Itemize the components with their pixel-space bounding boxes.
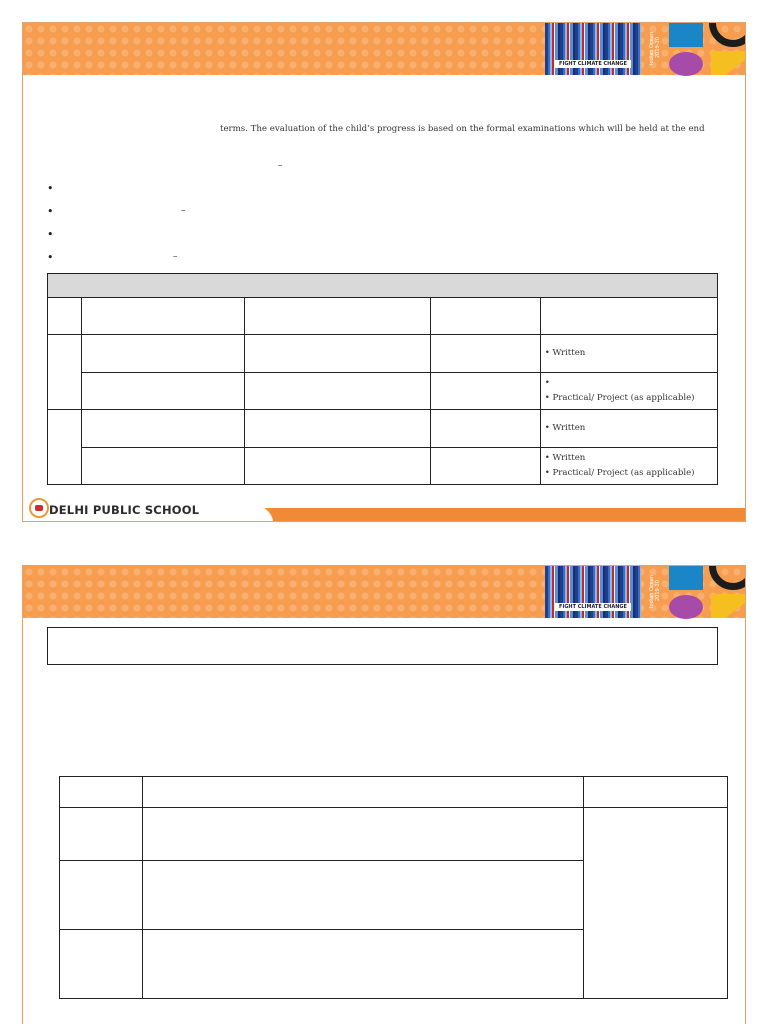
table-cell xyxy=(82,335,245,373)
banner-side-text: Indian Ocean 2019-20 xyxy=(649,574,661,608)
section-header-box xyxy=(47,627,718,665)
banner-label: FIGHT CLIMATE CHANGE xyxy=(555,603,631,611)
table-cell xyxy=(430,298,540,335)
note-line-2: • Practical/ Project (as applicable) xyxy=(544,393,695,403)
table-cell xyxy=(60,930,143,999)
banner-side-text: Indian Ocean 2019-20 xyxy=(649,31,661,65)
note-line-1: • Written xyxy=(544,453,586,463)
decor-purple-oval xyxy=(669,52,703,76)
table-row xyxy=(48,448,718,485)
details-table xyxy=(59,776,728,999)
table-row xyxy=(48,410,718,448)
decor-blue-square xyxy=(669,23,703,47)
table-cell xyxy=(245,448,430,485)
table-cell xyxy=(430,410,540,448)
table-row xyxy=(48,373,718,410)
bullet-3: • xyxy=(47,228,54,241)
table-cell xyxy=(48,335,82,410)
table-cell-note: • Written xyxy=(540,410,717,448)
table-cell xyxy=(82,298,245,335)
table-cell xyxy=(245,335,430,373)
table-cell xyxy=(60,777,143,808)
note-line-2: • Practical/ Project (as applicable) xyxy=(544,468,695,478)
table-cell xyxy=(245,373,430,410)
table-cell xyxy=(82,410,245,448)
table-cell xyxy=(48,298,82,335)
school-logo-icon xyxy=(29,498,49,518)
intro-text: terms. The evaluation of the child’s progress is based on the formal examinations which will be held at the end xyxy=(220,124,705,134)
bullet-1: • xyxy=(47,182,54,195)
table-cell xyxy=(584,808,728,999)
slide-2 xyxy=(22,565,746,1024)
table-cell xyxy=(584,777,728,808)
table-cell xyxy=(142,777,583,808)
banner-label: FIGHT CLIMATE CHANGE xyxy=(555,60,631,68)
table-cell xyxy=(142,930,583,999)
table-cell xyxy=(142,808,583,861)
table-cell xyxy=(82,448,245,485)
table-row xyxy=(60,808,728,861)
table-cell xyxy=(245,298,430,335)
table-cell xyxy=(142,861,583,930)
slide-1 xyxy=(22,22,746,522)
school-name: DELHI PUBLIC SCHOOL xyxy=(49,503,200,517)
table-cell xyxy=(430,373,540,410)
dash-3: – xyxy=(173,252,178,262)
table-cell xyxy=(48,410,82,485)
table-cell xyxy=(82,373,245,410)
dash-2: – xyxy=(181,206,186,216)
table-cell xyxy=(540,298,717,335)
assessment-table xyxy=(47,273,718,485)
dash-1: – xyxy=(278,161,283,171)
note-line-1: • xyxy=(544,378,550,388)
table-cell xyxy=(60,808,143,861)
table-header-row xyxy=(48,298,718,335)
table-header-row xyxy=(60,777,728,808)
decor-purple-oval xyxy=(669,595,703,619)
table-cell xyxy=(430,335,540,373)
table-title-row xyxy=(48,274,718,298)
table-cell xyxy=(245,410,430,448)
table-cell-note xyxy=(540,448,717,485)
table-cell-note xyxy=(540,373,717,410)
bullet-4: • xyxy=(47,251,54,264)
decor-blue-square xyxy=(669,566,703,590)
table-row xyxy=(48,335,718,373)
table-cell-note: • Written xyxy=(540,335,717,373)
table-cell xyxy=(430,448,540,485)
table-cell xyxy=(60,861,143,930)
bullet-2: • xyxy=(47,205,54,218)
table-title-cell xyxy=(48,274,718,298)
